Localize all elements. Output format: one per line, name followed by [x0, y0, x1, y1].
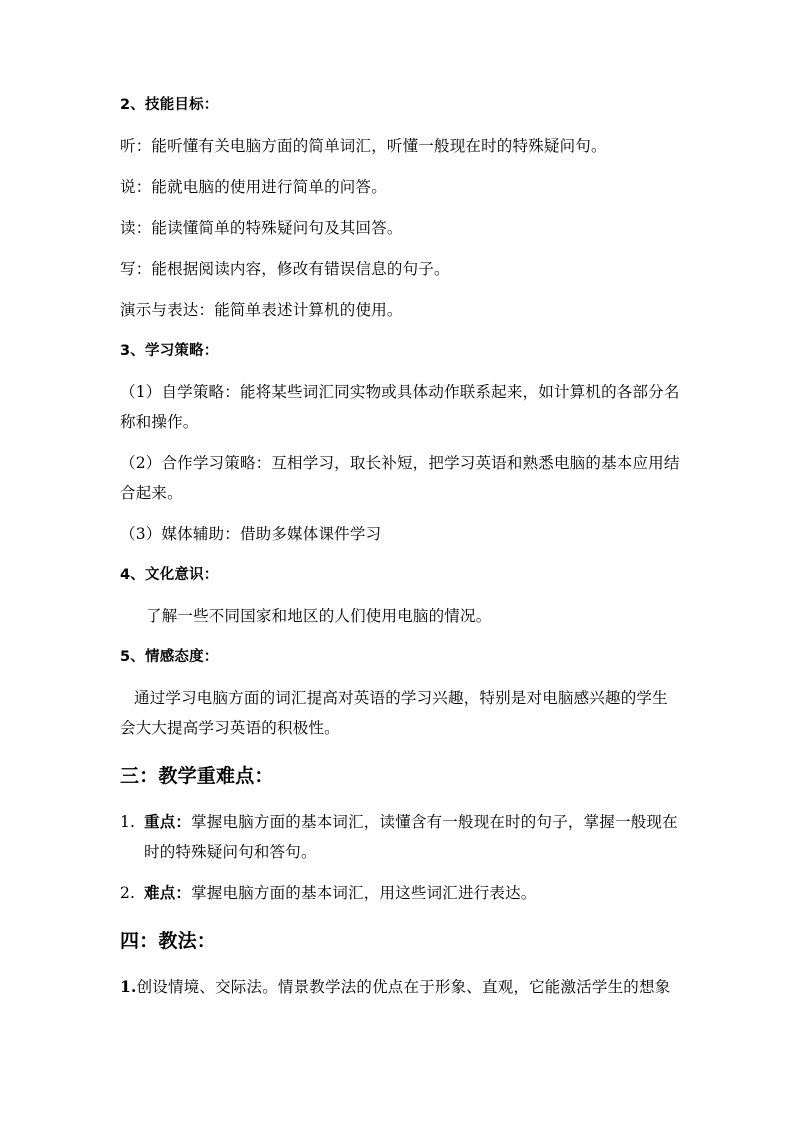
skill-listen: 听：能听懂有关电脑方面的简单词汇，听懂一般现在时的特殊疑问句。 — [120, 137, 607, 155]
strategy-self: （1）自学策略：能将某些词汇同实物或具体动作联系起来，如计算机的各部分名称和操作。 — [120, 383, 680, 431]
difficult-point-text: 掌握电脑方面的基本词汇，用这些词汇进行表达。 — [191, 884, 537, 902]
section4-heading: 四：教法： — [120, 930, 217, 952]
document-content — [120, 90, 680, 1002]
culture-heading: 4、文化意识： — [120, 567, 219, 583]
difficult-point-number: 2. — [120, 884, 136, 902]
difficult-point-item — [120, 878, 680, 908]
strategy-coop: （2）合作学习策略：互相学习，取长补短，把学习英语和熟悉电脑的基本应用结合起来。 — [120, 454, 680, 502]
skill-goals-heading: 2、技能目标： — [120, 97, 219, 113]
method-item — [120, 972, 680, 1002]
method-text: 创设情境、交际法。情景教学法的优点在于形象、直观，它能激活学生的想象 — [136, 978, 671, 996]
section3-heading: 三：教学重难点： — [120, 765, 274, 787]
difficult-point-label: 难点： — [144, 883, 192, 902]
strategies-heading: 3、学习策略： — [120, 343, 219, 359]
key-point-text: 掌握电脑方面的基本词汇，读懂含有一般现在时的句子，掌握一般现在时的特殊疑问句和答句。 — [144, 813, 678, 861]
key-point-item — [120, 807, 680, 867]
culture-text: 了解一些不同国家和地区的人们使用电脑的情况。 — [146, 607, 492, 625]
method-number: 1. — [120, 977, 137, 996]
key-point-number: 1. — [120, 813, 136, 831]
skill-speak: 说：能就电脑的使用进行简单的问答。 — [120, 178, 387, 196]
emotion-heading: 5、情感态度： — [120, 649, 219, 665]
strategy-media: （3）媒体辅助：借助多媒体课件学习 — [120, 525, 382, 543]
key-point-label: 重点： — [144, 812, 192, 831]
skill-write: 写：能根据阅读内容，修改有错误信息的句子。 — [120, 260, 450, 278]
skill-read: 读：能读懂简单的特殊疑问句及其回答。 — [120, 219, 403, 237]
emotion-text: 通过学习电脑方面的词汇提高对英语的学习兴趣，特别是对电脑感兴趣的学生会大大提高学习英语的积极性。 — [120, 689, 668, 737]
skill-present: 演示与表达：能简单表述计算机的使用。 — [120, 301, 403, 319]
